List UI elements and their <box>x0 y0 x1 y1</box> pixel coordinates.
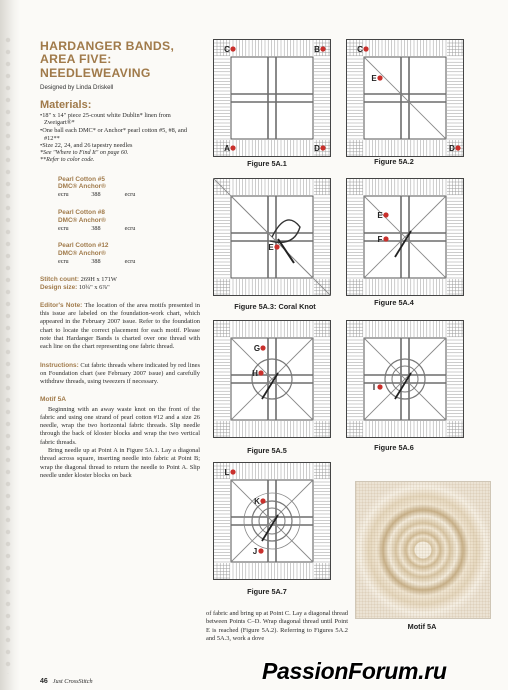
figure-5 <box>213 320 331 438</box>
anchor-value: 388 <box>91 191 101 199</box>
point-label-a: A <box>224 144 230 153</box>
anchor-value: 388 <box>91 258 101 266</box>
point-label-k: K <box>254 497 260 506</box>
color-value: ecru <box>124 224 136 232</box>
dmc-value: ecru <box>58 191 69 199</box>
point-marker <box>230 46 235 51</box>
magazine-name: Just CrossStitch <box>52 678 93 685</box>
editors-note: Editor's Note: The location of the area motifs presented in this issue are labeled on the foundation-work chart, which appeared in the February 2007 issue. Refer to the foundation chart to locate the correct placement for each motif. Please note that Hardanger Bands is charted over one thread with each line on the chart representing one fabric thread. <box>40 301 200 351</box>
motif-photo <box>355 481 491 619</box>
binding-holes <box>3 34 13 674</box>
point-marker <box>230 469 235 474</box>
size-block <box>40 276 200 292</box>
color-value: ecru <box>124 191 136 199</box>
binding-spine <box>0 0 20 690</box>
thread-brands: DMC® Anchor® <box>58 216 106 224</box>
continued-text: of fabric and bring up at Point C. Lay a diagonal thread between Points C–D. Wrap diagonal thread until Point E is reached (Figure 5A.2). Referring to Figures 5A.2 and 5A.3, work a dove <box>206 610 348 642</box>
point-label-d: D <box>314 144 320 153</box>
point-marker <box>260 345 265 350</box>
point-label-c: C <box>224 45 230 54</box>
thread-values <box>58 258 158 266</box>
thread-values <box>58 191 158 199</box>
point-label-d: D <box>449 144 455 153</box>
thread-values <box>58 225 158 233</box>
materials-note: *See "Where to Find It" on page 60. <box>40 149 129 156</box>
point-marker <box>260 498 265 503</box>
dmc-value: ecru <box>58 258 69 266</box>
point-label-e: E <box>268 243 274 252</box>
figure-caption: Figure 5A.4 <box>374 298 414 307</box>
motif-paragraph: Bring needle up at Point A in Figure 5A.1. Lay a diagonal thread across square, inserting needle into fabric at Point B; wrap the diagonal thread to return the needle to Point A. Slip needle under kloster blocks on back <box>40 447 200 479</box>
design-size: Design size: 10¾" x 6⅞" <box>40 283 110 291</box>
point-label-j: J <box>252 547 258 556</box>
figure-caption: Figure 5A.5 <box>247 446 287 455</box>
point-marker <box>377 384 382 389</box>
photo-caption: Motif 5A <box>407 622 437 631</box>
figure-caption: Figure 5A.3: Coral Knot <box>234 302 316 311</box>
thread-brands: DMC® Anchor® <box>58 250 106 258</box>
motif-paragraph: Beginning with an away waste knot on the front of the fabric and using one strand of pearl cotton #12 and a size 26 needle, wrap the two horizontal fabric threads. Slip needle through the back of kloster blocks and wrap the two vertical fabric threads. <box>40 405 200 446</box>
point-marker <box>363 46 368 51</box>
title-line-3: NEEDLEWEAVING <box>40 65 151 80</box>
point-label-g: G <box>253 344 261 353</box>
point-label-h: H <box>252 369 258 378</box>
materials-item: •18" x 14" piece 25-count white Dublin* linen from Zweigart®* <box>40 111 171 127</box>
thread-group <box>58 209 200 232</box>
thread-heading: Pearl Cotton #12 <box>58 242 109 250</box>
figure-1 <box>213 39 331 157</box>
point-marker <box>383 212 388 217</box>
point-marker <box>383 236 388 241</box>
point-marker <box>320 46 325 51</box>
title-line-2: AREA FIVE: <box>40 52 112 67</box>
color-value: ecru <box>124 258 136 266</box>
figure-4 <box>346 178 464 296</box>
point-marker <box>377 75 382 80</box>
thread-heading: Pearl Cotton #8 <box>58 209 105 217</box>
point-marker <box>258 370 263 375</box>
figure-3 <box>213 178 331 296</box>
figure-caption: Figure 5A.2 <box>374 157 414 166</box>
thread-heading: Pearl Cotton #5 <box>58 175 105 183</box>
thread-brands: DMC® Anchor® <box>58 183 106 191</box>
materials-note: **Refer to color code. <box>40 157 95 164</box>
title-line-1: HARDANGER BANDS, <box>40 39 175 53</box>
point-label-e: E <box>377 211 383 220</box>
dmc-value: ecru <box>58 224 69 232</box>
materials-list <box>40 112 200 165</box>
thread-group <box>58 242 200 265</box>
designer-byline: Designed by Linda Driskell <box>40 83 114 91</box>
anchor-value: 388 <box>91 224 101 232</box>
color-code-block <box>58 176 200 266</box>
point-marker <box>258 548 263 553</box>
motif-heading: Motif 5A <box>40 395 67 403</box>
point-label-i: I <box>372 383 376 392</box>
point-marker <box>455 145 460 150</box>
point-marker <box>320 145 325 150</box>
thread-group <box>58 176 200 199</box>
point-label-b: B <box>314 45 320 54</box>
materials-item: •One ball each DMC* or Anchor* pearl cotton #5, #8, and #12** <box>40 127 187 142</box>
figure-7 <box>213 462 331 580</box>
figure-caption: Figure 5A.6 <box>374 443 414 452</box>
page-footer <box>40 678 93 685</box>
figure-2 <box>346 39 464 157</box>
figure-caption: Figure 5A.7 <box>247 587 287 596</box>
point-label-e: E <box>371 74 377 83</box>
materials-heading: Materials: <box>40 98 92 111</box>
materials-item: •Size 22, 24, and 26 tapestry needles <box>40 142 133 150</box>
figure-6 <box>346 320 464 438</box>
page-number: 46 <box>40 678 48 685</box>
point-label-c: C <box>357 45 363 54</box>
instructions: Instructions: Cut fabric threads where indicated by red lines on Foundation chart (see February 2007 issue) and carefully withdraw threads, using tweezers if necessary. <box>40 361 200 386</box>
stitch-count: Stitch count: 269H x 171W <box>40 275 117 283</box>
article-title <box>40 40 200 80</box>
point-marker <box>230 145 235 150</box>
point-label-f: F <box>377 235 383 244</box>
text-column <box>40 40 200 480</box>
point-marker <box>274 244 279 249</box>
watermark: PassionForum.ru <box>262 658 447 684</box>
point-label-l: L <box>224 468 230 477</box>
figure-caption: Figure 5A.1 <box>247 159 287 168</box>
